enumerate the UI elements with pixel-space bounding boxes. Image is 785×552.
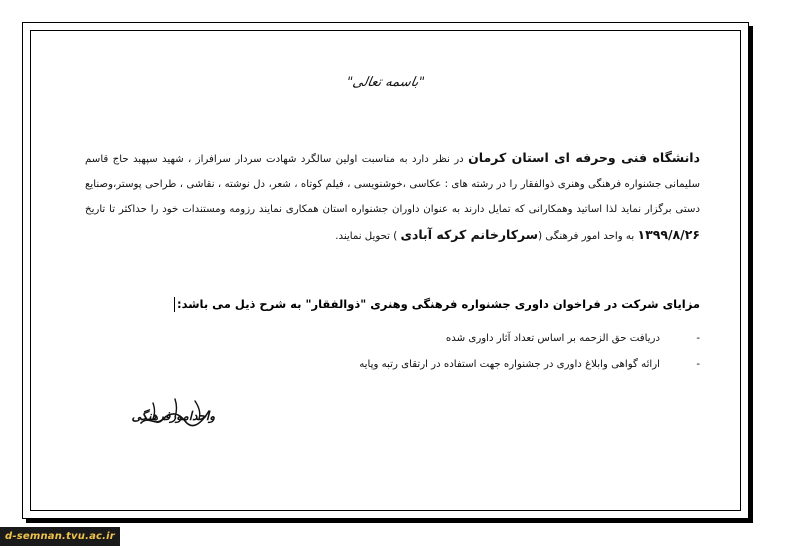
benefit-text: دریافت حق الزحمه بر اساس تعداد آثار داوری شده [445,333,660,344]
announcement-paragraph [85,145,700,249]
benefits-heading [151,297,700,312]
benefit-text: ارائه گواهی وابلاغ داوری در جشنواره جهت استفاده در ارتقای رتبه وپایه [359,359,660,370]
contact-person: سرکارخانم کرکه آبادی [400,227,539,242]
outer-border-frame [22,22,749,519]
announcement-text-after-date: به واحد امور فرهنگی ( [538,231,638,242]
deadline-date: ۱۳۹۹/۸/۲۶ [637,227,700,242]
benefits-heading-text: مزایای شرکت در فراخوان داوری جشنواره فرهنگی وهنری "ذوالفقار" به شرح ذیل می باشد: [176,297,700,311]
text-cursor [174,297,175,312]
announcement-closing: ) تحویل نمایند. [335,231,401,242]
inner-border-frame [30,30,741,511]
benefits-list [151,331,700,383]
announcement-text: در نظر دارد به مناسبت اولین سالگرد شهادت سردار سرافراز ، شهید سپهبد حاج قاسم سلیمانی جشنواره فرهنگی وهنری ذوالفقار را در رشته های : عکاسی ،خوشنویسی ، فیلم کوتاه ، شعر، دل نوشته ، نقاشی ، طراحی پوستر،وصنایع دستی برگزار نماید لذا اساتید وهمکارانی که تمایل دارند به عنوان داوران جشنواره استان همکاری نمایند رزومه ومستندات خود را حداکثر تا تاریخ [85,154,700,215]
list-item [151,331,700,357]
invocation-heading: "باسمه تعالی" [345,75,426,90]
site-watermark: d-semnan.tvu.ac.ir [0,527,120,546]
list-item [151,357,700,383]
bullet-dash: - [696,359,700,370]
signature-text: واحدامورفرهنگی [131,409,215,423]
org-name: دانشگاه فنی وحرفه ای استان کرمان [468,150,700,165]
bullet-dash: - [696,333,700,344]
